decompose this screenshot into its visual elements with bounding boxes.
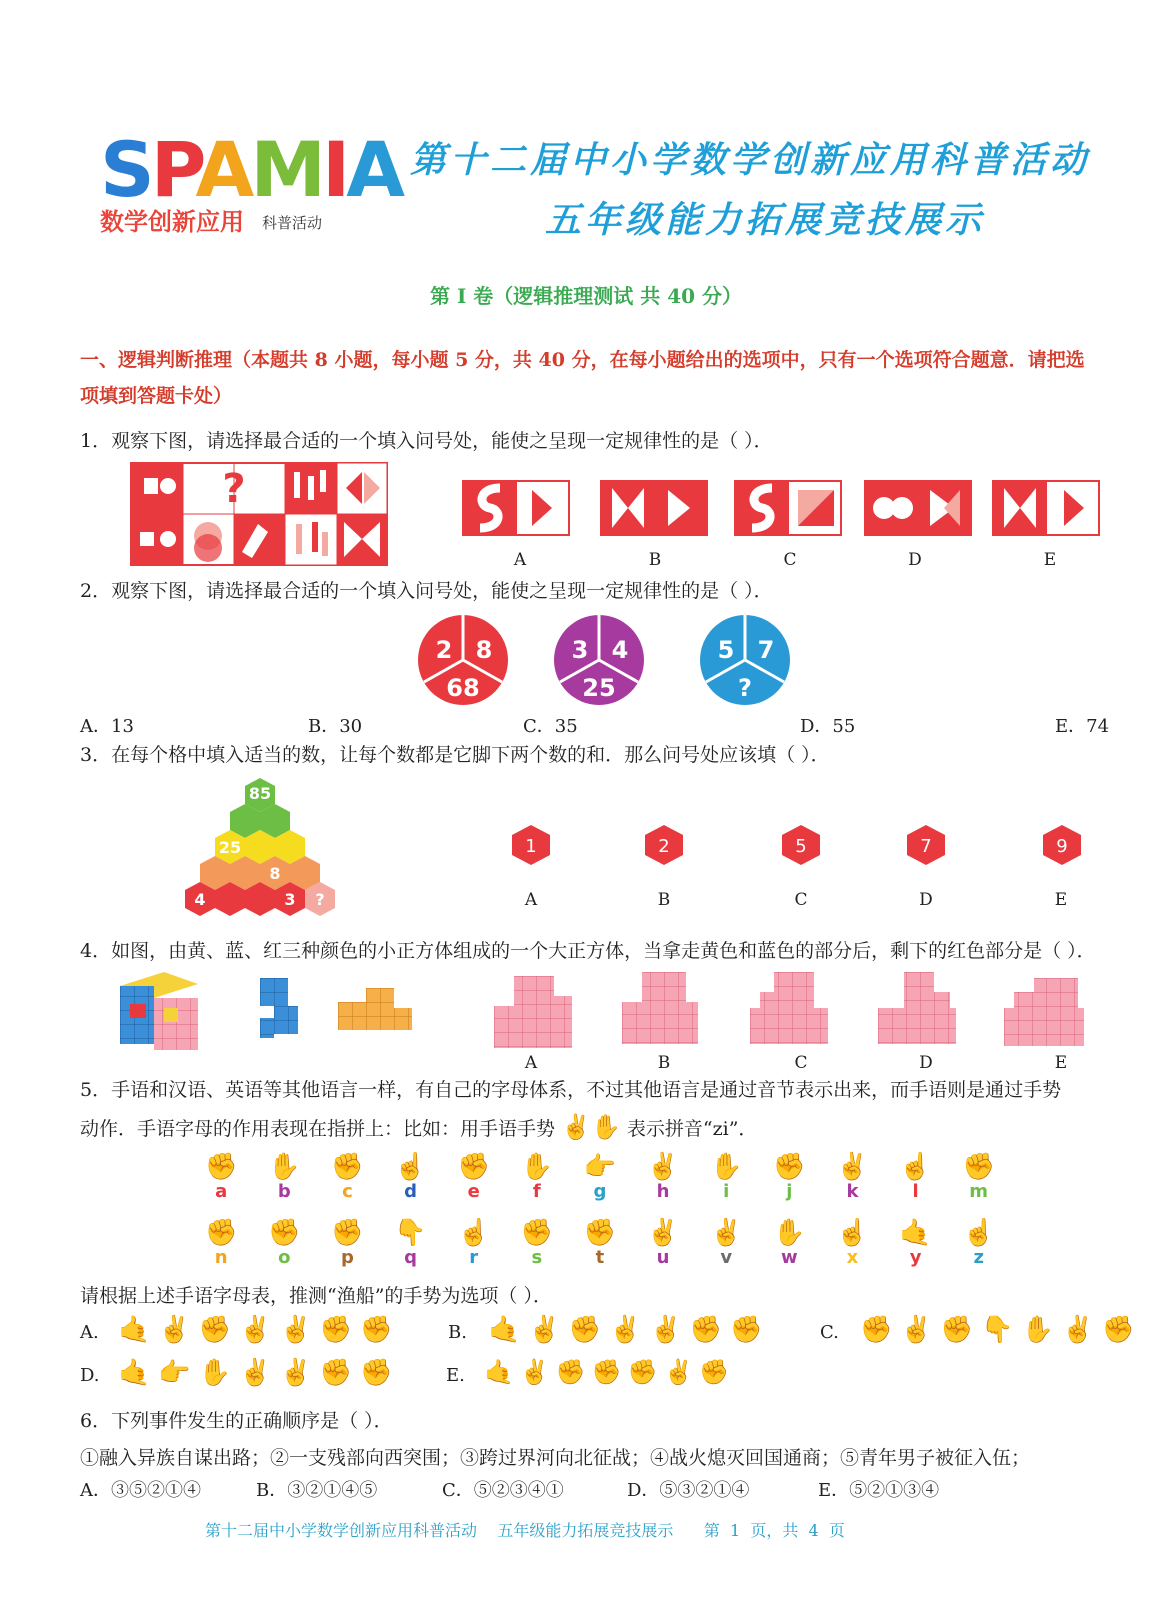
svg-text:1: 1	[525, 836, 537, 857]
q3-choice-3	[782, 825, 820, 865]
sign-t-icon: ✊ t	[583, 1218, 617, 1268]
q1-option-a-figure	[463, 481, 569, 535]
sign-n-icon: ✊ n	[205, 1218, 238, 1268]
hand-u-icon: ✌	[239, 1315, 280, 1345]
sign-a-icon: ✊ a	[205, 1152, 238, 1202]
q2-circle-1	[418, 615, 508, 705]
hand-n-icon: ✊	[1102, 1315, 1143, 1345]
hand-h-icon: ✌	[609, 1315, 650, 1345]
hand-y-icon: 🤙	[484, 1358, 520, 1386]
hand-y-icon: 🤙	[488, 1315, 529, 1345]
q4-option-b-figure	[622, 972, 698, 1044]
logo-sub: 数学创新应用	[100, 208, 244, 236]
q6-option-d[interactable]: D．⑤③②①④	[627, 1480, 750, 1501]
q5-option-c[interactable]: C.	[820, 1322, 839, 1343]
q6-text: 6．下列事件发生的正确顺序是（ ）．	[80, 1410, 393, 1432]
q4-option-d[interactable]: D	[919, 1053, 933, 1073]
q3-choice-2	[645, 825, 683, 865]
q5-question: 请根据上述手语字母表，推测“渔船”的手势为选项（ ）．	[80, 1285, 552, 1307]
q5-option-a[interactable]: A.	[80, 1322, 99, 1343]
hand-i-icon: ✋	[590, 1113, 621, 1141]
q5-option-d-hands	[118, 1358, 401, 1388]
q4-option-e[interactable]: E	[1054, 1053, 1068, 1073]
hand-z-icon: ✌	[561, 1113, 591, 1141]
sign-w-icon: ✋ w	[773, 1218, 806, 1268]
header-line1: 第十二届中小学数学创新应用科普活动	[410, 139, 1091, 181]
page-footer: 第十二届中小学数学创新应用科普活动 五年级能力拓展竞技展示 第 1 页，共 4 页	[205, 1521, 845, 1540]
q2-c2-tl: 3	[571, 636, 589, 664]
q1-text: 1．观察下图，请选择最合适的一个填入问号处，能使之呈现一定规律性的是（ ）．	[80, 430, 773, 452]
sign-q-icon: 👇 q	[394, 1218, 427, 1268]
q3-pyr-r4: 8	[269, 864, 281, 883]
q2-c2-b: 25	[582, 674, 616, 702]
q1-option-a[interactable]: A	[513, 550, 527, 570]
sign-l-icon: ☝ l	[899, 1152, 932, 1202]
sign-o-icon: ✊ o	[268, 1218, 301, 1268]
sign-u-icon: ✌ u	[646, 1218, 680, 1268]
q3-option-a[interactable]: A	[524, 890, 538, 910]
hand-n-icon: ✊	[730, 1315, 771, 1345]
q2-option-e[interactable]: E．74	[1055, 716, 1110, 737]
q6-events: ①融入异族自谋出路；②一支残部向西突围；③跨过界河向北征战；④战火熄灭回国通商；⑤青年男子被征入伍；	[80, 1447, 1031, 1469]
hand-a-icon: ✊	[319, 1358, 361, 1388]
hand-a-icon: ✊	[319, 1315, 361, 1345]
hand-h-icon: ✌	[239, 1358, 280, 1388]
q1-option-b[interactable]: B	[648, 550, 662, 570]
hand-c-icon: ✊	[568, 1315, 610, 1345]
q4-option-e-figure	[1004, 978, 1084, 1046]
hand-u-icon: ✌	[528, 1315, 569, 1345]
q4-yellow-part	[338, 988, 412, 1030]
hand-a-icon: ✊	[689, 1315, 731, 1345]
hand-u-icon: ✌	[519, 1358, 556, 1386]
q1-option-c-figure	[735, 481, 841, 535]
q4-blue-part	[260, 978, 298, 1038]
hand-n-icon: ✊	[699, 1358, 736, 1386]
sign-b-icon: ✋ b	[268, 1152, 301, 1202]
part1-line1: 一、逻辑判断推理（本题共 8 小题，每小题 5 分，共 40 分，在每小题给出的选项中，只有一个选项符合题意．请把选	[80, 349, 1085, 371]
q4-option-b[interactable]: B	[657, 1053, 671, 1073]
q1-option-c[interactable]: C	[783, 550, 797, 570]
q5-option-b[interactable]: B.	[448, 1322, 467, 1343]
hand-g-icon: 👉	[158, 1358, 199, 1388]
sign-c-icon: ✊ c	[331, 1152, 364, 1202]
sign-d-icon: ☝ d	[394, 1152, 427, 1202]
sign-e-icon: ✊ e	[457, 1152, 490, 1202]
q2-c2-tr: 4	[611, 636, 629, 664]
hand-b-icon: ✋	[1021, 1315, 1062, 1345]
q4-option-a-figure	[494, 976, 572, 1048]
q1-figure	[130, 462, 390, 568]
q4-option-a[interactable]: A	[524, 1053, 538, 1073]
hand-b-icon: ✋	[198, 1358, 240, 1388]
q5-line1: 5．手语和汉语、英语等其他语言一样，有自己的字母体系，不过其他语言是通过音节表示出来，而手语则是通过手势	[80, 1079, 1062, 1101]
q2-circle-3	[700, 615, 790, 705]
q3-text: 3．在每个格中填入适当的数，让每个数都是它脚下两个数的和．那么问号处应该填（ ）．	[80, 744, 830, 766]
q6-option-c[interactable]: C．⑤②③④①	[442, 1480, 564, 1501]
q5-option-b-hands	[488, 1315, 771, 1345]
sign-z-icon: ☝ z	[962, 1218, 995, 1268]
q6-option-a[interactable]: A．③⑤②①④	[80, 1480, 201, 1501]
hand-y-icon: 🤙	[118, 1315, 159, 1345]
q1-option-e-figure	[993, 481, 1099, 535]
q2-option-b[interactable]: B．30	[308, 716, 363, 737]
hand-u-icon: ✌	[158, 1315, 199, 1345]
q4-option-d-figure	[878, 972, 956, 1044]
q3-option-e[interactable]: E	[1054, 890, 1068, 910]
sign-g-icon: 👉 g	[583, 1152, 617, 1202]
q5-option-d[interactable]: D.	[80, 1365, 100, 1386]
logo	[100, 125, 402, 242]
sign-j-icon: ✊ j	[773, 1152, 806, 1202]
q5-option-c-hands	[860, 1315, 1143, 1345]
q2-option-a[interactable]: A．13	[80, 716, 134, 737]
q1-options-figure	[462, 480, 1112, 538]
hand-n-icon: ✊	[360, 1315, 401, 1345]
q2-circle-2	[554, 615, 644, 705]
q5-line2a: 动作．手语字母的作用表现在指拼上：比如：用手语手势	[80, 1118, 556, 1140]
hand-h-icon: ✌	[900, 1315, 941, 1345]
q3-pyr-b1: 4	[194, 890, 206, 909]
hand-n-icon: ✊	[860, 1315, 901, 1345]
q4-option-c-figure	[750, 972, 828, 1044]
q3-choice-5	[1043, 825, 1081, 865]
q3-option-c[interactable]: C	[794, 890, 808, 910]
q2-c1-tr: 8	[475, 636, 493, 664]
q4-figure	[120, 968, 1100, 1054]
sign-r-icon: ☝ r	[457, 1218, 490, 1268]
q5-option-e[interactable]: E.	[446, 1365, 465, 1386]
hand-q-icon: 👇	[981, 1315, 1022, 1345]
svg-text:2: 2	[658, 836, 670, 857]
q4-text: 4．如图，由黄、蓝、红三种颜色的小正方体组成的一个大正方体，当拿走黄色和蓝色的部分后，剩下的红色部分是（ ）．	[80, 940, 1096, 962]
q3-pyr-b5: ?	[315, 890, 325, 909]
q4-option-c[interactable]: C	[794, 1053, 808, 1073]
q3-pyr-top: 85	[248, 784, 272, 803]
q3-choice-4	[907, 825, 945, 865]
hand-a-icon: ✊	[198, 1315, 240, 1345]
sign-i-icon: ✋ i	[710, 1152, 743, 1202]
svg-text:9: 9	[1056, 836, 1068, 857]
sign-y-icon: 🤙 y	[899, 1218, 932, 1268]
header-line2: 五年级能力拓展竞技展示	[545, 199, 986, 241]
hand-u-icon: ✌	[1061, 1315, 1103, 1345]
hand-u-icon: ✌	[663, 1358, 700, 1386]
sign-v-icon: ✌ v	[710, 1218, 743, 1268]
hand-a-icon: ✊	[555, 1358, 592, 1386]
q3-pyr-r3: 25	[218, 838, 242, 857]
q2-c3-tr: 7	[757, 636, 775, 664]
hand-a-icon: ✊	[940, 1315, 982, 1345]
q6-option-b[interactable]: B．③②①④⑤	[256, 1480, 378, 1501]
q2-c1-tl: 2	[435, 636, 453, 664]
q4-big-cube	[120, 972, 198, 1050]
q2-figure	[416, 614, 796, 708]
q3-pyramid	[170, 774, 350, 934]
hand-c-icon: ✊	[627, 1358, 664, 1386]
q3-choice-1	[512, 825, 550, 865]
sign-alphabet-row1	[205, 1152, 995, 1202]
logo-main: SPAMIA	[100, 125, 402, 214]
q3-option-d[interactable]: D	[919, 890, 933, 910]
sign-k-icon: ✌ k	[836, 1152, 869, 1202]
sign-f-icon: ✋ f	[520, 1152, 553, 1202]
q2-c3-tl: 5	[717, 636, 735, 664]
q2-text: 2．观察下图，请选择最合适的一个填入问号处，能使之呈现一定规律性的是（ ）．	[80, 580, 773, 602]
q5-option-a-hands	[118, 1315, 401, 1345]
svg-text:5: 5	[795, 836, 807, 857]
q3-choices	[505, 822, 1105, 868]
q1-question-mark: ?	[222, 466, 246, 512]
q5-line2	[80, 1112, 757, 1142]
hand-h-icon: ✌	[279, 1315, 320, 1345]
svg-text:7: 7	[920, 836, 932, 857]
sign-alphabet-row2	[205, 1218, 995, 1268]
q1-option-d-figure	[865, 481, 971, 535]
sign-x-icon: ☝ x	[836, 1218, 869, 1268]
hand-u-icon: ✌	[649, 1315, 690, 1345]
q3-pyr-b4: 3	[284, 890, 296, 909]
q1-option-d[interactable]: D	[908, 550, 922, 570]
hand-e-icon: ✊	[591, 1358, 628, 1386]
sign-s-icon: ✊ s	[520, 1218, 553, 1268]
section-title: 第 I 卷（逻辑推理测试 共 40 分）	[430, 284, 743, 308]
sign-p-icon: ✊ p	[331, 1218, 364, 1268]
hand-y-icon: 🤙	[118, 1358, 159, 1388]
q1-option-b-figure	[601, 481, 707, 535]
q2-option-c[interactable]: C．35	[523, 716, 578, 737]
sign-h-icon: ✌ h	[646, 1152, 680, 1202]
q5-option-e-hands	[484, 1358, 735, 1386]
hand-n-icon: ✊	[360, 1358, 401, 1388]
part1-title	[80, 342, 1140, 414]
q1-option-e[interactable]: E	[1043, 550, 1057, 570]
part1-line2: 项填到答题卡处）	[80, 385, 233, 407]
sign-m-icon: ✊ m	[962, 1152, 995, 1202]
q2-c3-b: ?	[738, 674, 752, 702]
logo-sub2: 科普活动	[262, 214, 323, 232]
q3-option-b[interactable]: B	[657, 890, 671, 910]
q2-option-d[interactable]: D．55	[800, 716, 856, 737]
q6-option-e[interactable]: E．⑤②①③④	[818, 1480, 940, 1501]
q2-c1-b: 68	[446, 674, 480, 702]
hand-u-icon: ✌	[279, 1358, 320, 1388]
q5-line2b: 表示拼音“zi”．	[626, 1118, 758, 1140]
